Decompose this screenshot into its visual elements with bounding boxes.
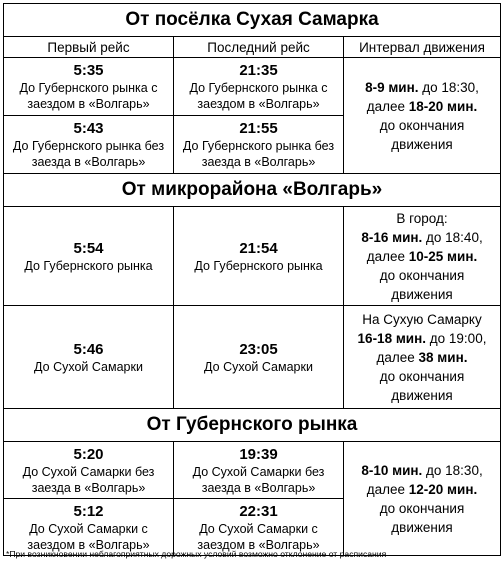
interval-text: движения [391,136,453,152]
interval-cell [344,207,501,306]
destination: До Сухой Самарки с заездом в «Волгарь» [197,521,320,552]
section-header [4,409,501,442]
departure-time: 23:05 [239,340,278,358]
departure-time: 5:54 [73,239,104,257]
section-title: От Губернского рынка [4,409,501,442]
interval-line [344,78,500,97]
first-trip-cell [4,306,174,409]
destination: До Губернского рынка [194,258,323,273]
col-interval-header: Интервал движения [344,37,501,58]
interval-cell [344,306,501,409]
interval-value: 10-25 мин. [408,248,478,264]
schedule-table [3,3,501,556]
first-trip-cell [4,442,174,499]
section-header [4,4,501,37]
interval-text: до окончания [379,117,465,133]
departure-time: 22:31 [239,502,278,520]
interval-text: до 18:30, [418,79,479,95]
destination: До Сухой Самарки с заездом в «Волгарь» [27,521,150,552]
interval-line [344,228,500,247]
interval-text: движения [391,387,453,403]
interval-text: далее [366,248,409,264]
interval-line [344,348,500,367]
table-row [4,442,501,499]
interval-text: далее [376,349,419,365]
interval-text: до 18:40, [422,229,483,245]
departure-time: 5:43 [73,120,104,137]
departure-time: 21:35 [239,62,278,79]
interval-value: 8-16 мин. [361,229,423,245]
last-trip-cell [174,306,344,409]
destination: До Сухой Самарки [204,359,313,374]
destination: До Сухой Самарки без заезда в «Волгарь» [22,464,155,495]
departure-time: 5:20 [73,445,104,463]
last-trip-cell [174,58,344,116]
interval-text: до 18:30, [422,462,483,478]
interval-value: 38 мин. [418,349,468,365]
destination: До Губернского рынка [24,258,153,273]
interval-value: 8-9 мин. [365,79,419,95]
interval-text: до окончания [379,500,465,516]
destination: До Губернского рынка без заезда в «Волгарь» [182,139,335,169]
interval-cell [344,442,501,556]
interval-value: 18-20 мин. [408,98,478,114]
interval-text: В город: [396,210,448,226]
column-headers [4,37,501,58]
last-trip-cell [174,499,344,556]
interval-text: движения [391,519,453,535]
table-row [4,58,501,116]
departure-time: 21:55 [239,120,278,137]
departure-time: 19:39 [239,445,278,463]
last-trip-cell [174,442,344,499]
departure-time: 5:12 [73,502,104,520]
destination: До Сухой Самарки без заезда в «Волгарь» [192,464,325,495]
last-trip-cell [174,207,344,306]
interval-value: 16-18 мин. [357,330,427,346]
interval-text: далее [366,98,409,114]
interval-value: 8-10 мин. [361,462,423,478]
interval-line [344,247,500,266]
destination: До Губернского рынка без заезда в «Волгарь» [12,139,165,169]
destination: До Губернского рынка с заездом в «Волгарь» [19,81,158,111]
first-trip-cell [4,58,174,116]
table-row [4,207,501,306]
section-title: От посёлка Сухая Самарка [4,4,501,37]
first-trip-cell [4,207,174,306]
first-trip-cell [4,499,174,556]
interval-line [344,480,500,499]
interval-text: до окончания [379,267,465,283]
footnote: *При возникновении неблагоприятных дорожных условий возможно отклонение от расписания [6,549,387,559]
destination: До Губернского рынка с заездом в «Волгарь» [189,81,328,111]
last-trip-cell [174,116,344,174]
interval-text: далее [366,481,409,497]
interval-text: до окончания [379,368,465,384]
first-trip-cell [4,116,174,174]
destination: До Сухой Самарки [34,359,143,374]
interval-line [344,97,500,116]
interval-cell [344,58,501,174]
col-last-header: Последний рейс [174,37,344,58]
section-title: От микрорайона «Волгарь» [4,174,501,207]
interval-text: до 19:00, [426,330,487,346]
interval-text: движения [391,286,453,302]
departure-time: 5:46 [73,340,104,358]
interval-value: 12-20 мин. [408,481,478,497]
departure-time: 5:35 [73,62,104,79]
interval-line [344,461,500,480]
table-row [4,306,501,409]
interval-line [344,329,500,348]
col-first-header: Первый рейс [4,37,174,58]
departure-time: 21:54 [239,239,278,257]
interval-text: На Сухую Самарку [362,311,482,327]
section-header [4,174,501,207]
